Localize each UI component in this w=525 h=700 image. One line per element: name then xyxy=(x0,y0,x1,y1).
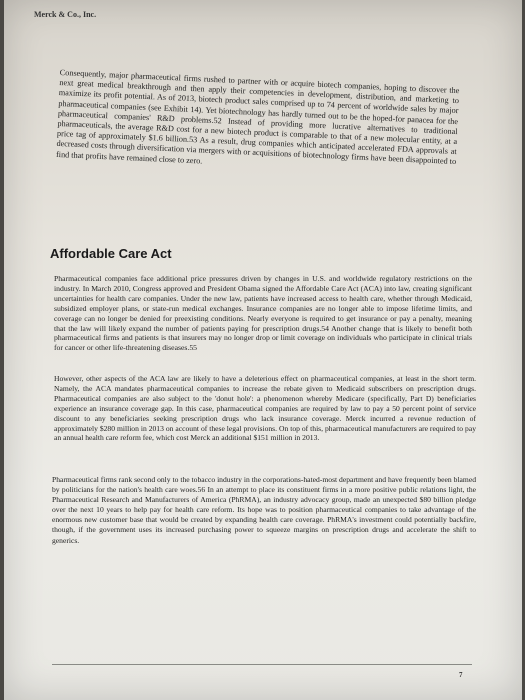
footer-divider xyxy=(52,664,472,665)
document-page xyxy=(4,0,522,700)
intro-paragraph: Consequently, major pharmaceutical firms rushed to partner with or acquire biotech companies, hoping to discover the next great medical breakthrough and then apply their competencies in development, distribution, and marketing to maximize its profit potential. As of 2013, biotech product sales comprised up to 74 percent of worldwide sales by major pharmaceutical companies (see Exhibit 14). Yet biotechnology has hardly turned out to be the hoped-for panacea for the pharmaceutical companies' R&D problems.52 Instead of providing more lucrative alternatives to traditional pharmaceuticals, the average R&D cost for a new biotech product is comparable to that of a new molecular entity, at a price tag of approximately $1.6 billion.53 As a result, drug companies which anticipated accelerated FDA approvals at decreased costs through diversification via mergers with or acquisitions of biotechnology firms have been disappointed to find that profits have remained close to zero. xyxy=(55,68,460,167)
body-paragraph: Pharmaceutical firms rank second only to the tobacco industry in the corporations-hated-most department and have frequently been blamed by politicians for the nation's health care woes.56 In an attempt to place its constituent firms in a more positive public relations light, the Pharmaceutical Research and Manufacturers of America (PhRMA), an industry advocacy group, made an unexpected $80 billion pledge over the next 10 years to help pay for health care reform. Its hope was to position pharmaceutical companies to take advantage of the enormous new customer base that would be created by expanding health care coverage. PhRMA's investment could potentially backfire, though, if the government uses its increased purchasing power to squeeze margins on prescription drugs and accelerate the shift to generics. xyxy=(52,475,476,545)
page-number: 7 xyxy=(459,671,463,679)
body-paragraph: Pharmaceutical companies face additional price pressures driven by changes in U.S. and worldwide regulatory restrictions on the industry. In March 2010, Congress approved and President Obama signed the Affordable Care Act (ACA) into law, creating significant uncertainties for health care companies. Under the new law, patients have increased access to health care, whether through Medicaid, subsidized employer plans, or state-run medical exchanges. Insurance companies are no longer able to impose lifetime limits, and coverage can no longer be denied for preexisting conditions. Nearly everyone is required to get insurance or pay a penalty, meaning that the law will likely expand the number of patients paying for prescription drugs.54 Another change that is likely to benefit both pharmaceutical firms and patients is that insurers may no longer drop or limit coverage on individuals who participate in clinical trials for cancer or other life-threatening diseases.55 xyxy=(54,274,472,353)
section-heading: Affordable Care Act xyxy=(50,246,172,261)
running-header: Merck & Co., Inc. xyxy=(34,10,97,19)
body-paragraph: However, other aspects of the ACA law are likely to have a deleterious effect on pharmaceutical companies, at least in the short term. Namely, the ACA mandates pharmaceutical companies to increase the rebate given to Medicaid subscribers on prescription drugs. Pharmaceutical companies are also subject to the 'donut hole': a phenomenon whereby Medicare (specifically, Part D) beneficiaries experience an insurance coverage gap. In this case, pharmaceutical companies are required by law to pay a 50 percent point of service discount to any beneficiaries seeking prescription drugs who lack insurance coverage. Merck incurred a revenue reduction of approximately $280 million in 2013 on account of these legal provisions. On top of this, pharmaceutical manufacturers are required to pay an annual health care reform fee, which cost Merck an additional $151 million in 2013. xyxy=(54,374,476,443)
